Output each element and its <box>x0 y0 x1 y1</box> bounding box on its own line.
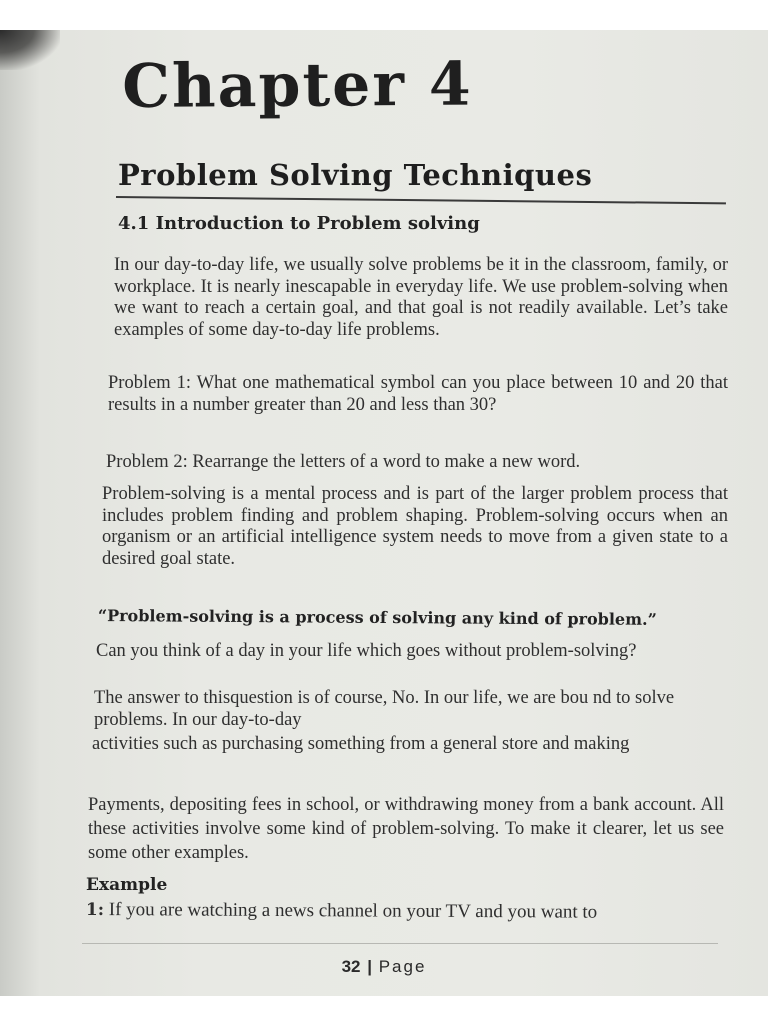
page-footer <box>0 957 768 977</box>
page-number: 32 <box>341 957 361 976</box>
example-label: Example <box>86 875 168 895</box>
page-separator: | <box>367 957 372 976</box>
intro-paragraph: In our day-to-day life, we usually solve problems be it in the classroom, family, or workplace. It is nearly inescapable in everyday life. We use problem-solving when we want to reach a certain goal, and that goal is not readily available. Let’s take examples of some day-to-day life problems. <box>114 255 728 340</box>
question-paragraph: Can you think of a day in your life which goes without problem-solving? <box>96 641 637 661</box>
problem-1-paragraph: Problem 1: What one mathematical symbol can you place between 10 and 20 that results in a number greater than 20 and less than 30? <box>108 373 728 415</box>
answer-paragraph-line1: The answer to thisquestion is of course, No. In our life, we are bou nd to solve problems. In our day-to-day <box>94 688 675 730</box>
footer-divider <box>82 943 718 944</box>
payments-paragraph: Payments, depositing fees in school, or withdrawing money from a bank account. All these activities involve some kind of problem-solving. To make it clearer, let us see some other examples. <box>88 795 724 863</box>
page-label: Page <box>378 957 427 976</box>
subsection-heading: 4.1 Introduction to Problem solving <box>118 213 480 234</box>
answer-paragraph-line2: activities such as purchasing something from a general store and making <box>92 734 630 754</box>
heading-divider <box>116 196 726 204</box>
example-text: If you are watching a news channel on your TV and you want to <box>108 899 598 923</box>
definition-quote: “Problem-solving is a process of solving any kind of problem.” <box>97 606 657 629</box>
example-number: 1: <box>85 900 105 921</box>
section-heading: Problem Solving Techniques <box>118 158 593 192</box>
chapter-title: Chapter 4 <box>122 49 473 122</box>
definition-paragraph: Problem-solving is a mental process and is part of the larger problem process that includes problem finding and problem shaping. Problem-solving occurs when an organism or an artificial intelligence system needs to move from a given state to a desired goal state. <box>102 484 728 569</box>
problem-2-paragraph: Problem 2: Rearrange the letters of a word to make a new word. <box>106 452 581 472</box>
example-line <box>86 899 726 924</box>
